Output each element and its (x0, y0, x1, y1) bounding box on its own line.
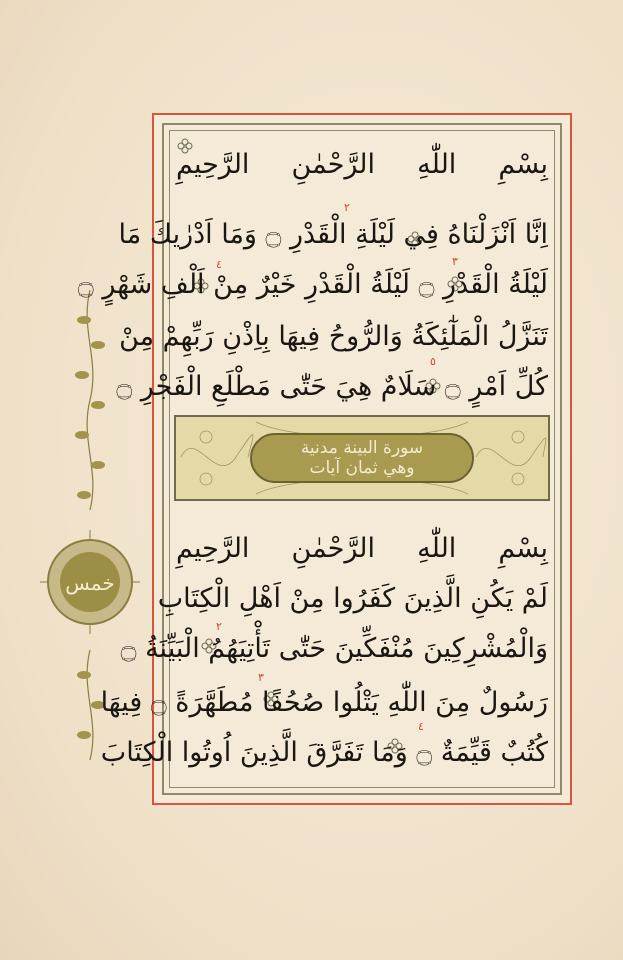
surah-title-cartouche (250, 433, 474, 483)
verse-marker: ٣ (258, 671, 264, 684)
surah-verse-count: وهي ثمان آيات (309, 458, 415, 478)
surah-title: سورة البينة مدنية (300, 438, 424, 458)
quran-line: رَسُولٌ مِنَ اللّٰهِ يَتْلُوا صُحُفًا مُطَهَّرَةً ۝ فِيهَا (100, 687, 548, 718)
quran-line: لَمْ يَكُنِ الَّذِينَ كَفَرُوا مِنْ اَهْلِ الْكِتَابِ (157, 583, 548, 614)
margin-note-text: خمس (65, 571, 115, 595)
verse-marker: ٣ (452, 255, 458, 268)
quran-line: اِنَّا اَنْزَلْنَاهُ فِي لَيْلَةِ الْقَدْرِ ۝ وَمَا اَدْرٰيكَ مَا (118, 219, 548, 250)
surah-title-panel (174, 415, 550, 501)
verse-marker: ٥ (430, 355, 436, 368)
quran-line: لَيْلَةُ الْقَدْرِ ۝ لَيْلَةُ الْقَدْرِ خَيْرٌ مِنْ اَلْفِ شَهْرٍ ۝ (77, 269, 548, 300)
quran-line: تَنَزَّلُ الْمَلٰٓئِكَةُ وَالرُّوحُ فِيهَا بِاِذْنِ رَبِّهِمْ مِنْ (119, 321, 548, 352)
verse-marker: ٢ (216, 620, 222, 633)
quran-line: بِسْمِ اللّٰهِ الرَّحْمٰنِ الرَّحِيمِ (176, 533, 548, 564)
quran-line: كُتُبٌ قَيِّمَةٌ ۝ وَمَا تَفَرَّقَ الَّذِينَ اُوتُوا الْكِتَابَ (100, 737, 548, 768)
verse-marker: ٢ (344, 201, 350, 214)
quran-line: كُلِّ اَمْرٍ ۝ سَلَامٌ هِيَ حَتّٰى مَطْلَعِ الْفَجْرِ ۝ (116, 371, 548, 402)
quran-line: وَالْمُشْرِكِينَ مُنْفَكِّينَ حَتّٰى تَأْتِيَهُمُ الْبَيِّنَةُ ۝ (120, 633, 548, 664)
verse-marker: ٤ (418, 720, 424, 733)
quran-line: بِسْمِ اللّٰهِ الرَّحْمٰنِ الرَّحِيمِ (176, 149, 548, 180)
verse-marker: ٤ (216, 258, 222, 271)
